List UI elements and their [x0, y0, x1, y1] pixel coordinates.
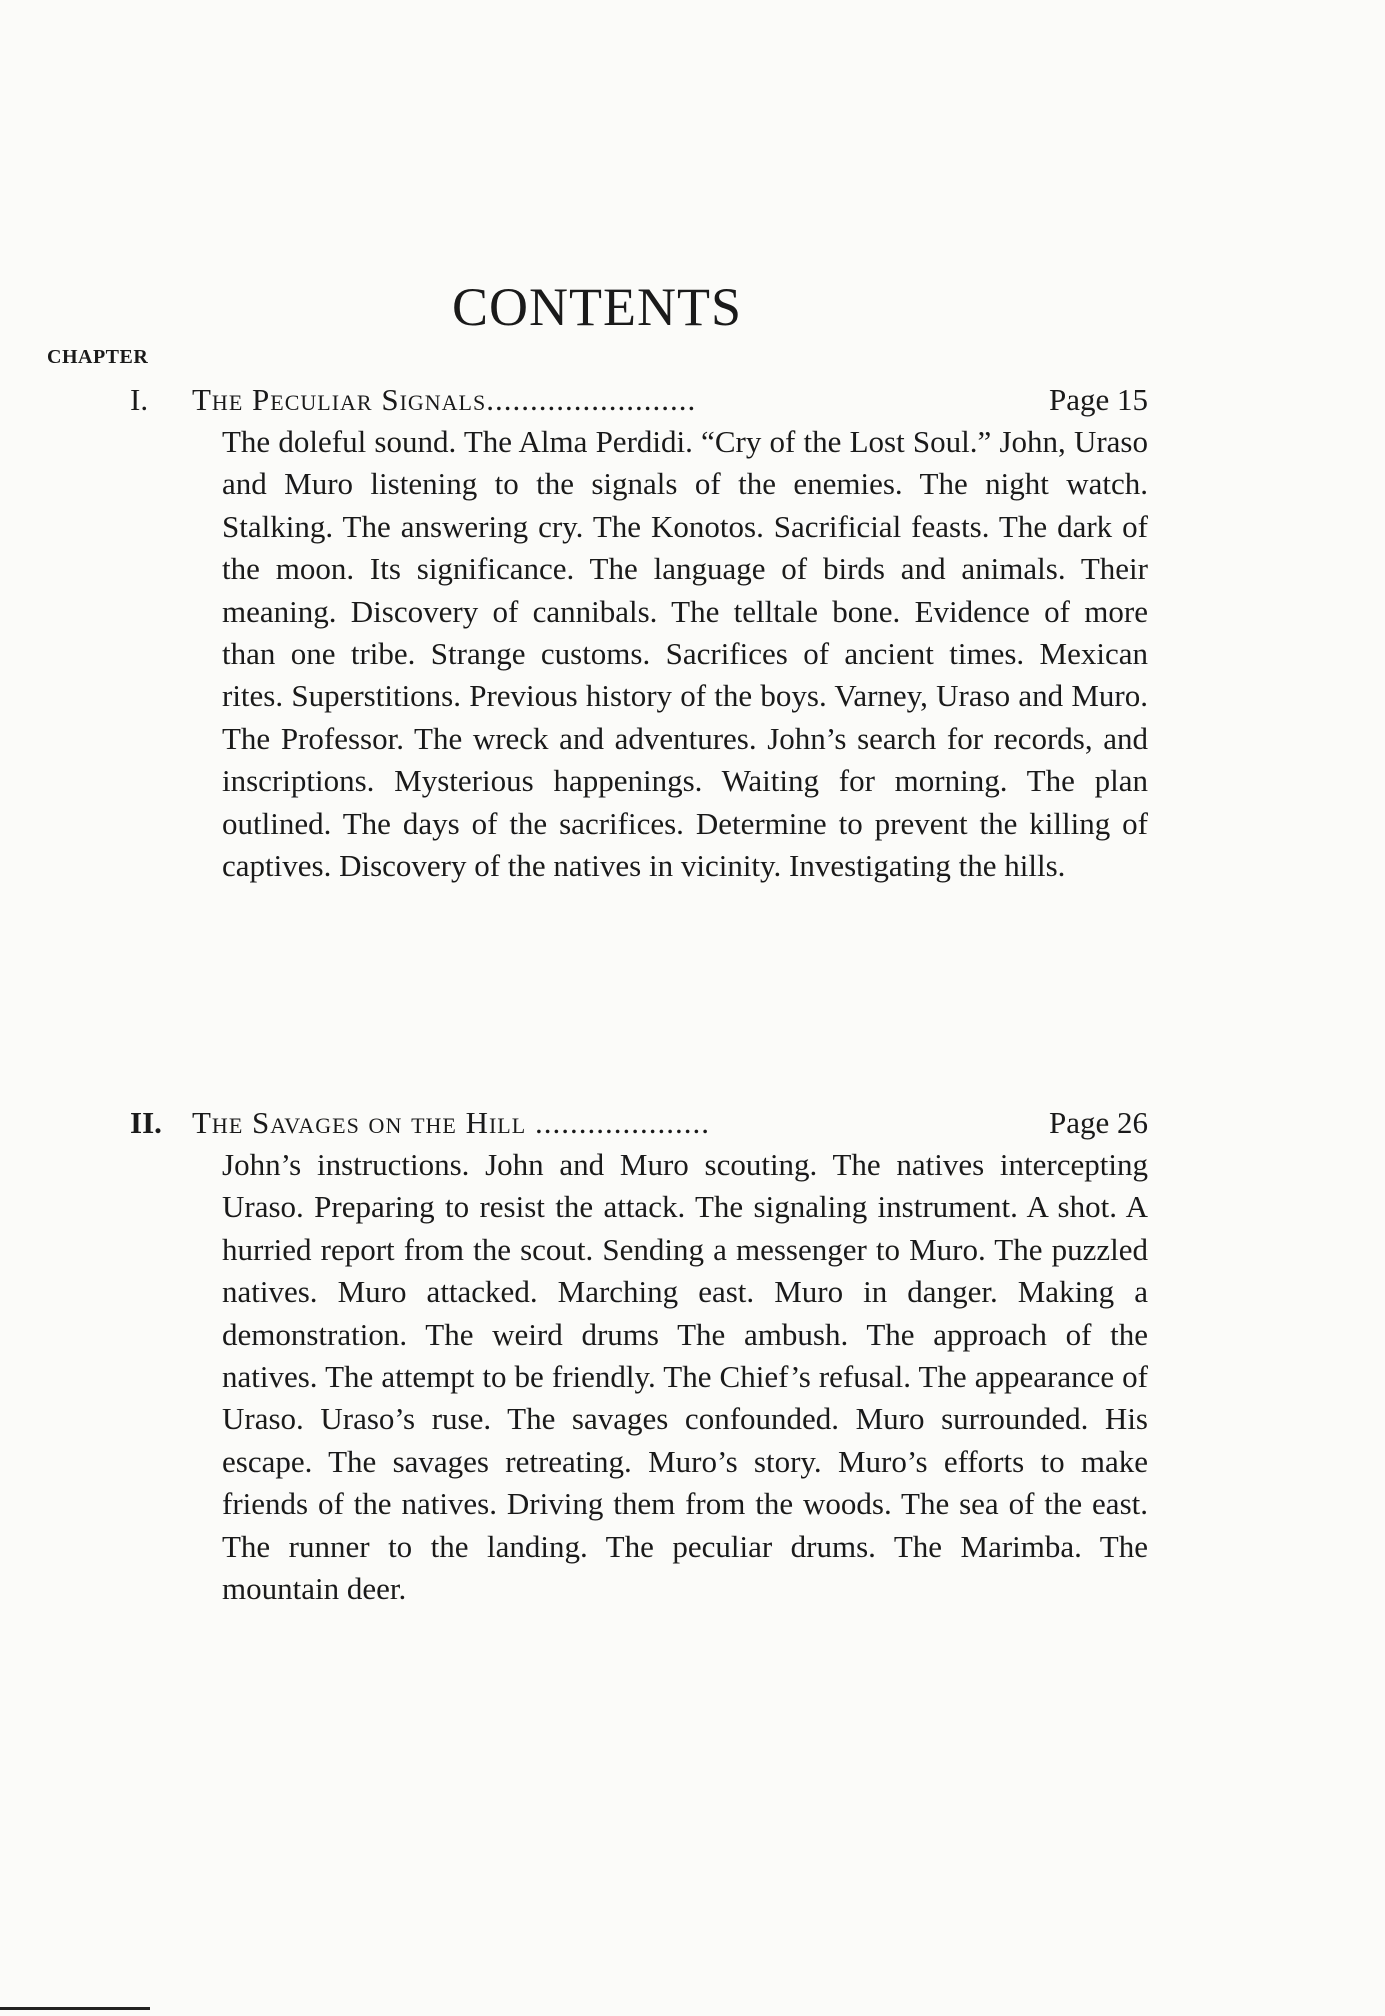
chapter-page-number: Page 15 — [1048, 382, 1148, 417]
page-title: CONTENTS — [452, 277, 742, 337]
chapter-entry-2 — [130, 1102, 1148, 1610]
leader-dots: ........................ — [486, 382, 697, 417]
chapter-number: I. — [130, 382, 149, 417]
chapter-number: II. — [130, 1105, 162, 1140]
chapter-title — [192, 1102, 710, 1144]
chapter-summary: The doleful sound. The Alma Perdidi. “Cry of the Lost Soul.” John, Uraso and Muro listening to the signals of the enemies. The night watch. Stalking. The answering cry. The Konotos. Sacrificial feasts. The dark of the moon. Its significance. The language of birds and animals. Their meaning. Discovery of cannibals. The telltale bone. Evidence of more than one tribe. Strange customs. Sacrifices of ancient times. Mexican rites. Superstitions. Previous history of the boys. Varney, Uraso and Muro. The Professor. The wreck and adventures. John’s search for records, and inscriptions. Mysterious happenings. Waiting for morning. The plan outlined. The days of the sacrifices. Determine to prevent the killing of captives. Discovery of the natives in vicinity. Investigating the hills. — [222, 424, 1148, 884]
chapter-column-label: CHAPTER — [47, 346, 149, 368]
chapter-title-text: The Savages on the Hill — [192, 1105, 527, 1140]
chapter-heading — [130, 379, 1148, 421]
chapter-title-text: The Peculiar Signals — [192, 382, 487, 417]
leader-dots: .................... — [534, 1105, 710, 1140]
bottom-edge-rule — [0, 2007, 150, 2010]
chapter-page-number: Page 26 — [1048, 1105, 1148, 1140]
chapter-summary: John’s instructions. John and Muro scouting. The natives intercepting Uraso. Preparing to resist the attack. The signaling instrument. A shot. A hurried report from the scout. Sending a messenger to Muro. The puzzled natives. Muro attacked. Marching east. Muro in danger. Making a demonstration. The weird drums The ambush. The approach of the natives. The attempt to be friendly. The Chief’s refusal. The appearance of Uraso. Uraso’s ruse. The savages confounded. Muro surrounded. His escape. The savages retreating. Muro’s story. Muro’s efforts to make friends of the natives. Driving them from the woods. The sea of the east. The runner to the landing. The peculiar drums. The Marimba. The mountain deer. — [222, 1147, 1148, 1607]
chapter-title — [192, 379, 696, 421]
chapter-heading — [130, 1102, 1148, 1144]
chapter-entry-1 — [130, 379, 1148, 887]
